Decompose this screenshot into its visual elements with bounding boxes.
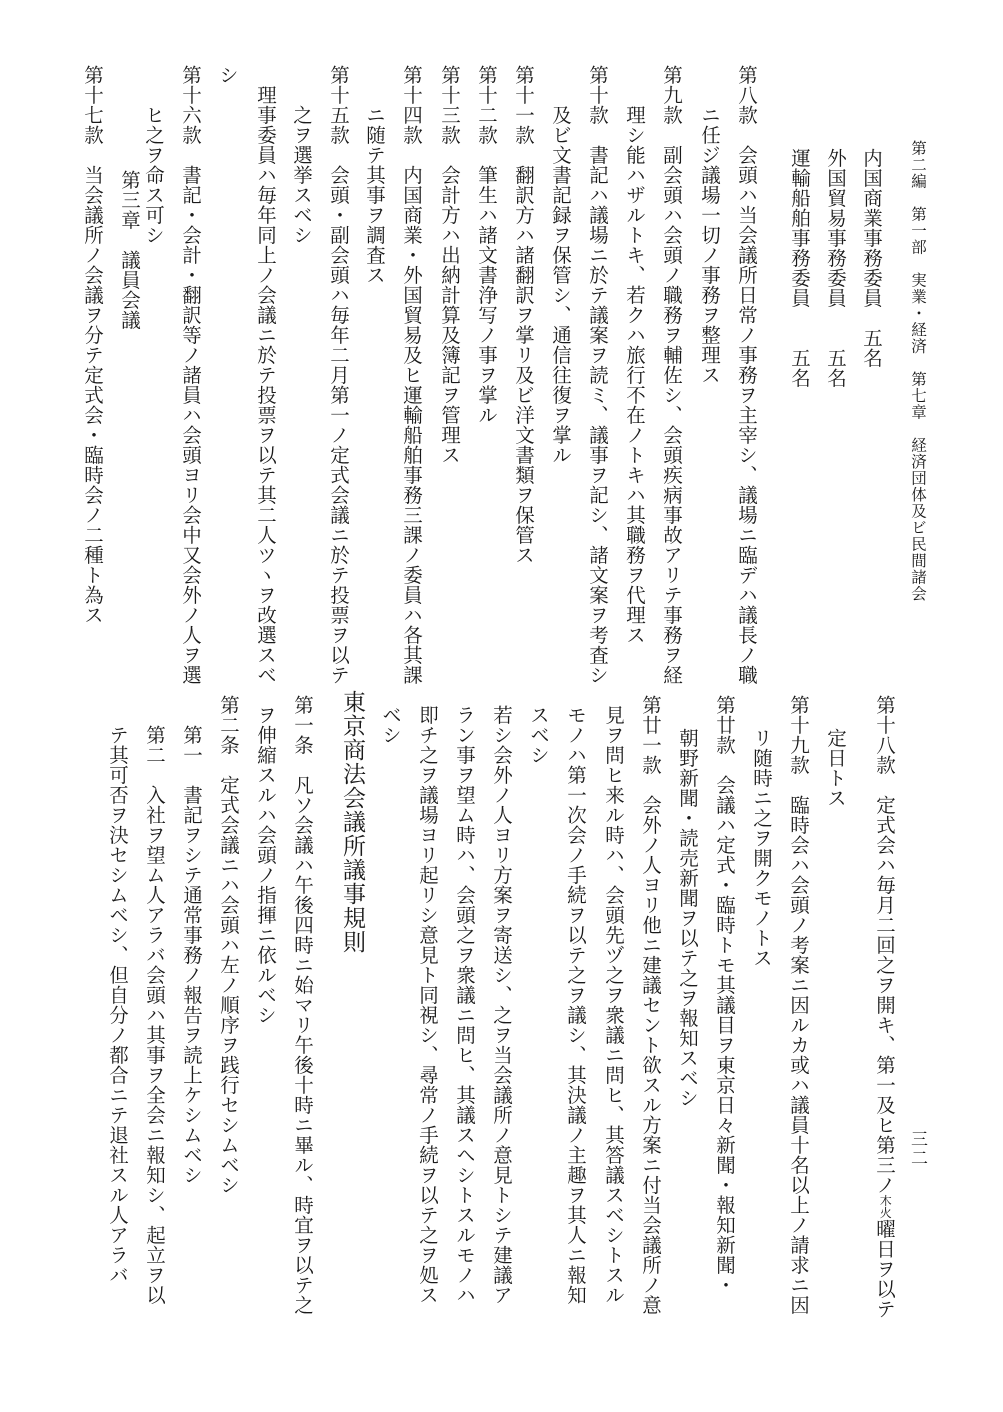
text-column: 第九款 副会頭ハ会頭ノ職務ヲ輔佐シ、会頭疾病事故アリテ事務ヲ経 [660,65,683,685]
text-column: 第十九款 臨時会ハ会頭ノ考案ニ因ルカ或ハ議員十名以上ノ請求ニ因 [787,695,810,1315]
text-column: 内国商業事務委員 五名 [860,148,883,368]
ruby-annotation: 木 火 [879,1194,893,1220]
text-column: 第十款 書記ハ議場ニ於テ議案ヲ読ミ、議事ヲ記シ、諸文案ヲ考査シ [586,65,609,685]
text-column: ニ随テ其事ヲ調査ス [363,105,386,285]
text-column: 第十七款 当会議所ノ会議ヲ分テ定式会・臨時会ノ二種ト為ス [81,65,104,625]
text-column: 及ビ文書記録ヲ保管シ、通信往復ヲ掌ル [549,105,572,465]
text-column: 理シ能ハザルトキ、若クハ旅行不在ノトキハ其職務ヲ代理ス [623,105,646,645]
text-column: 定日トス [824,728,847,808]
text-column: 第十八款 定式会ハ毎月二回之ヲ開キ、第一及ヒ第三ノ 木 火 曜日ヲ以テ [873,695,896,1319]
text-column: モノハ第一次会ノ手続ヲ以テ之ヲ議シ、其決議ノ主趣ヲ其人ニ報知 [564,705,587,1305]
text-column: 第八款 会頭ハ当会議所日常ノ事務ヲ主宰シ、議場ニ臨デハ議長ノ職 [735,65,758,685]
text-column: ベシ [379,705,402,745]
text-column: 第一 書記ヲシテ通常事務ノ報告ヲ読上ケシムベシ [180,725,203,1185]
text-column: 見ヲ問ヒ来ル時ハ、会頭先ヅ之ヲ衆議ニ問ヒ、其答議スベシトスル [602,705,625,1305]
text-column: リ随時ニ之ヲ開クモノトス [750,728,773,968]
running-head: 第二編 第一部 実業・経済 第七章 経済団体及ビ民間諸会 [909,140,927,602]
text-column: 外国貿易事務委員 五名 [824,148,847,388]
text-column: ラン事ヲ望ム時ハ、会頭之ヲ衆議ニ問ヒ、其議スヘシトスルモノハ [453,705,476,1305]
text-column: 第十四款 内国商業・外国貿易及ヒ運輸船舶事務三課ノ委員ハ各其課 [400,65,423,685]
text-column: シ [216,65,239,85]
text-column: 第二条 定式会議ニハ会頭ハ左ノ順序ヲ践行セシムベシ [217,695,240,1195]
text-column: 第十二款 筆生ハ諸文書浄写ノ事ヲ掌ル [475,65,498,425]
text-column: ニ任ジ議場一切ノ事務ヲ整理ス [698,105,721,385]
chapter-heading: 第三章 議員会議 [118,170,141,330]
text-column: 第一条 凡ソ会議ハ午後四時ニ始マリ午後十時ニ畢ル、時宜ヲ以テ之 [291,695,314,1315]
text-column: 之ヲ選挙スベシ [290,105,313,245]
text-column: スベシ [527,705,550,765]
text-column: 運輸船舶事務委員 五名 [788,148,811,388]
text-column: 第十一款 翻訳方ハ諸翻訳ヲ掌リ及ビ洋文書類ヲ保管ス [512,65,535,565]
text-column: 理事委員ハ毎年同上ノ会議ニ於テ投票ヲ以テ其二人ツヽヲ改選スベ [254,85,277,685]
text-column: 第廿款 会議ハ定式・臨時トモ其議目ヲ東京日々新聞・報知新聞・ [713,695,736,1295]
text-column: ヒ之ヲ命ス可シ [142,105,165,245]
text-column: 若シ会外ノ人ヨリ方案ヲ寄送シ、之ヲ当会議所ノ意見トシテ建議ア [490,705,513,1305]
text-column: 朝野新聞・読売新聞ヲ以テ之ヲ報知スベシ [676,728,699,1108]
page-number: 三二 [907,1130,927,1168]
text-column: ヲ伸縮スルハ会頭ノ指揮ニ依ルベシ [254,705,277,1025]
text-column: 第二 入社ヲ望ム人アラバ会頭ハ其事ヲ全会ニ報知シ、起立ヲ以 [143,725,166,1305]
section-title: 東京商法会議所議事規則 [339,690,365,954]
text-column: 第十三款 会計方ハ出納計算及簿記ヲ管理ス [438,65,461,465]
text-column: テ其可否ヲ決セシムベシ、但自分ノ都合ニテ退社スル人アラバ [106,725,129,1285]
text-column: 第十五款 会頭・副会頭ハ毎年二月第一ノ定式会議ニ於テ投票ヲ以テ [327,65,350,685]
text-column: 即チ之ヲ議場ヨリ起リシ意見ト同視シ、尋常ノ手続ヲ以テ之ヲ処ス [416,705,439,1305]
text-column: 第廿一款 会外ノ人ヨリ他ニ建議セント欲スル方案ニ付当会議所ノ意 [639,695,662,1315]
text-column: 第十六款 書記・会計・翻訳等ノ諸員ハ会頭ヨリ会中又会外ノ人ヲ選 [179,65,202,685]
